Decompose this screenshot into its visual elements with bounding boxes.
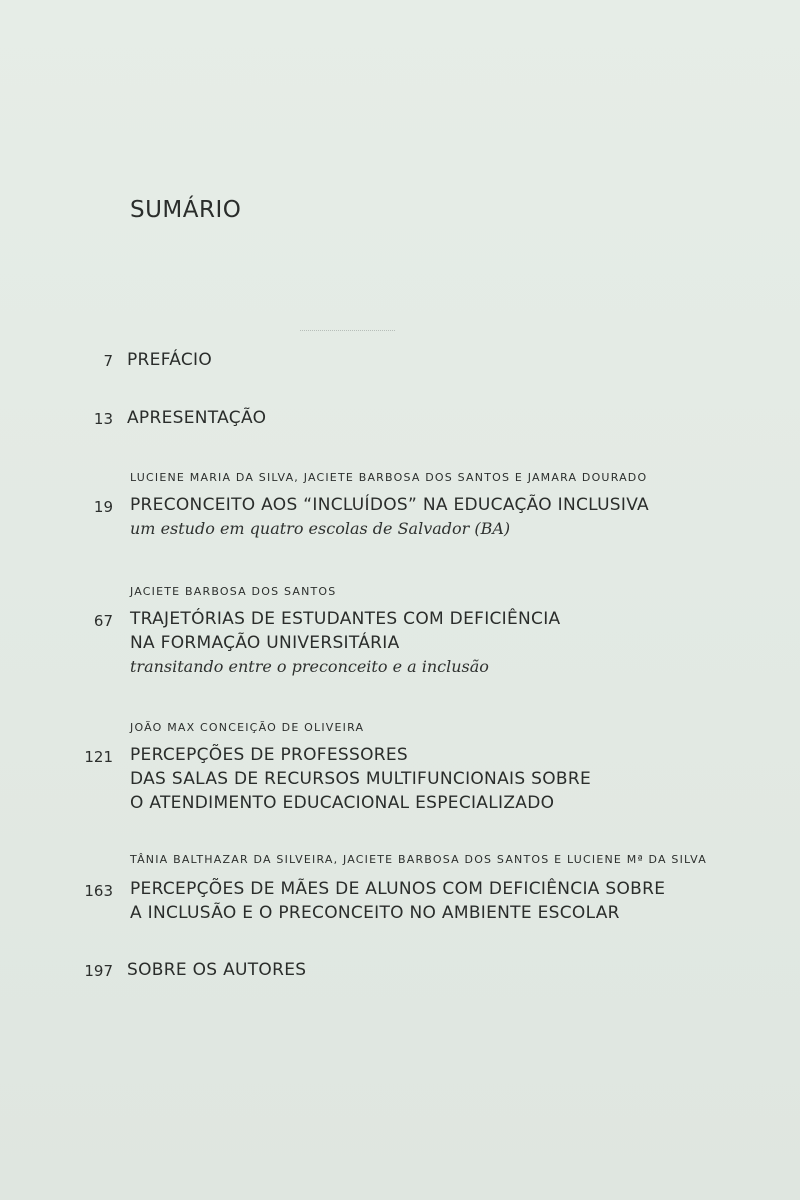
toc-page-number: 19 (93, 498, 113, 516)
toc-heading-line: SOBRE OS AUTORES (127, 960, 307, 980)
print-specks (300, 330, 395, 333)
toc-heading-line: PREFÁCIO (127, 350, 213, 370)
toc-heading-line: A INCLUSÃO E O PRECONCEITO NO AMBIENTE ESCOLAR (130, 903, 620, 923)
toc-author: JACIETE BARBOSA DOS SANTOS (130, 585, 337, 598)
toc-heading (130, 607, 560, 679)
toc-author: LUCIENE MARIA DA SILVA, JACIETE BARBOSA DOS SANTOS E JAMARA DOURADO (130, 471, 648, 484)
toc-page-number: 197 (84, 962, 113, 980)
toc-heading (127, 406, 266, 430)
toc-heading (127, 958, 306, 982)
toc-page-number: 67 (93, 612, 113, 630)
toc-page-number: 121 (84, 748, 113, 766)
page-title: SUMÁRIO (130, 197, 242, 223)
toc-heading (127, 348, 212, 372)
toc-heading (130, 877, 665, 925)
toc-heading-line: TRAJETÓRIAS DE ESTUDANTES COM DEFICIÊNCIA (130, 609, 561, 629)
toc-page-number: 13 (93, 410, 113, 428)
toc-heading-line: DAS SALAS DE RECURSOS MULTIFUNCIONAIS SOBRE (130, 769, 592, 789)
toc-heading (130, 743, 591, 815)
toc-heading (130, 493, 649, 541)
toc-heading-line: PRECONCEITO AOS “INCLUÍDOS” NA EDUCAÇÃO INCLUSIVA (130, 495, 649, 515)
toc-author: JOÃO MAX CONCEIÇÃO DE OLIVEIRA (130, 721, 365, 734)
toc-heading-line: APRESENTAÇÃO (127, 408, 267, 428)
toc-heading-line: NA FORMAÇÃO UNIVERSITÁRIA (130, 633, 400, 653)
toc-subtitle: transitando entre o preconceito e a inclusão (130, 657, 489, 676)
toc-page-number: 7 (103, 352, 113, 370)
toc-heading-line: PERCEPÇÕES DE MÃES DE ALUNOS COM DEFICIÊNCIA SOBRE (130, 879, 666, 899)
toc-subtitle: um estudo em quatro escolas de Salvador (BA) (130, 519, 511, 538)
toc-heading-line: O ATENDIMENTO EDUCACIONAL ESPECIALIZADO (130, 793, 555, 813)
toc-heading-line: PERCEPÇÕES DE PROFESSORES (130, 745, 409, 765)
toc-author: TÂNIA BALTHAZAR DA SILVEIRA, JACIETE BARBOSA DOS SANTOS E LUCIENE Mª DA SILVA (130, 853, 707, 866)
toc-page-number: 163 (84, 882, 113, 900)
